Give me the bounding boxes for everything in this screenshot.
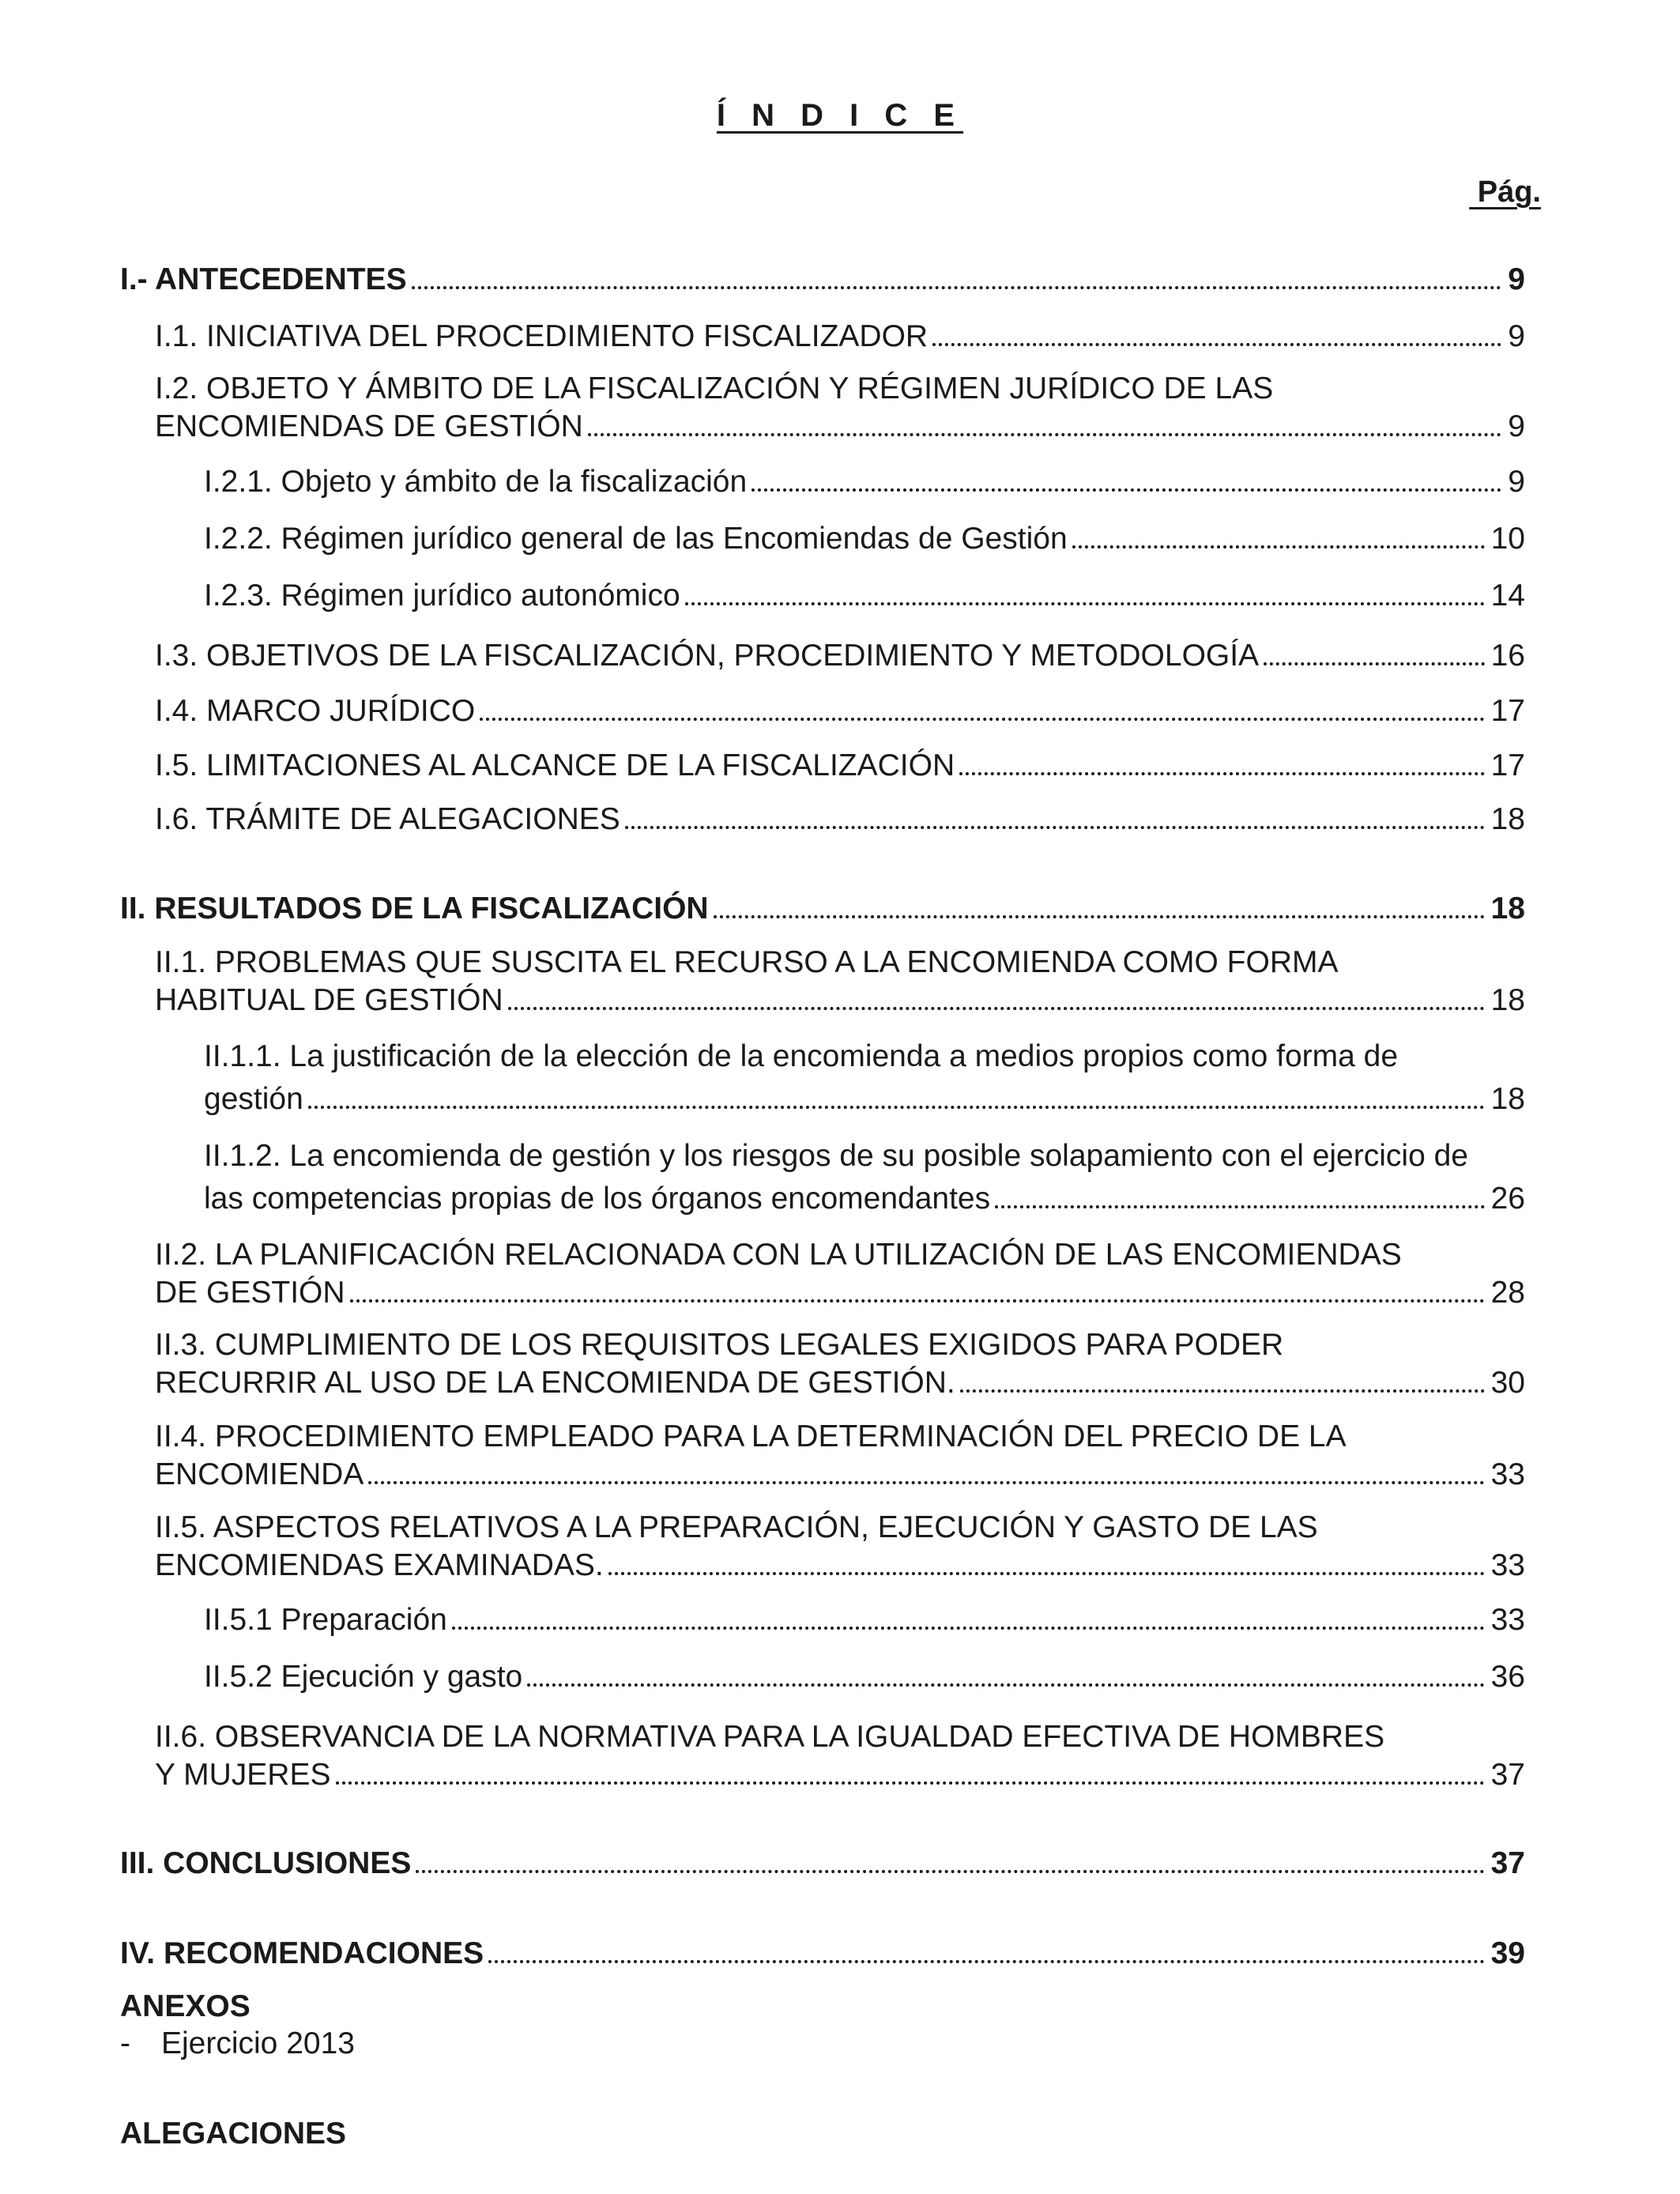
toc-entry-text: ENCOMIENDAS EXAMINADAS. xyxy=(155,1548,604,1582)
toc-entry-page: 9 xyxy=(1508,409,1525,443)
toc-entry-text-line: II.4. PROCEDIMIENTO EMPLEADO PARA LA DETERMINACIÓN DEL PRECIO DE LA xyxy=(155,1419,1347,1453)
toc-entry-page: 39 xyxy=(1490,1936,1525,1970)
toc-entry-text-line: II.1.2. La encomienda de gestión y los riesgos de su posible solapamiento con el ejercicio de xyxy=(204,1139,1468,1173)
toc-entry-text: I.6. TRÁMITE DE ALEGACIONES xyxy=(155,802,620,836)
toc-entry-text: RECURRIR AL USO DE LA ENCOMIENDA DE GESTIÓN. xyxy=(155,1366,955,1400)
dot-leader xyxy=(995,1205,1485,1208)
toc-entry-page: 14 xyxy=(1490,579,1525,613)
toc-entry[interactable] xyxy=(155,1718,1525,1794)
toc-entry[interactable] xyxy=(155,747,1525,785)
toc-entry[interactable] xyxy=(155,692,1525,730)
anexos-heading: ANEXOS xyxy=(120,1989,250,2023)
toc-entry-page: 33 xyxy=(1490,1603,1525,1637)
toc-entry-text: IV. RECOMENDACIONES xyxy=(120,1936,484,1970)
toc-entry-page: 10 xyxy=(1490,522,1525,556)
toc-entry[interactable] xyxy=(155,944,1525,1020)
toc-entry-text-line: II.3. CUMPLIMIENTO DE LOS REQUISITOS LEGALES EXIGIDOS PARA PODER xyxy=(155,1328,1284,1362)
toc-entry-page: 17 xyxy=(1490,748,1525,782)
toc-entry[interactable] xyxy=(120,890,1525,928)
toc-entry[interactable] xyxy=(155,801,1525,839)
toc-entry-text: las competencias propias de los órganos encomendantes xyxy=(204,1182,991,1216)
toc-entry[interactable] xyxy=(155,318,1525,356)
toc-entry-text: DE GESTIÓN xyxy=(155,1276,345,1310)
toc-entry-page: 26 xyxy=(1490,1182,1525,1216)
toc-entry-text-line: II.2. LA PLANIFICACIÓN RELACIONADA CON LA UTILIZACIÓN DE LAS ENCOMIENDAS xyxy=(155,1238,1402,1272)
toc-entry-page: 9 xyxy=(1508,262,1525,296)
toc-entry[interactable] xyxy=(155,1418,1525,1494)
toc-entry-text: ENCOMIENDAS DE GESTIÓN xyxy=(155,409,583,443)
dot-leader xyxy=(960,1389,1485,1393)
toc-entry[interactable] xyxy=(204,1601,1525,1639)
toc-entry-page: 28 xyxy=(1490,1276,1525,1310)
dot-leader xyxy=(588,433,1502,436)
toc-entry[interactable] xyxy=(204,463,1525,501)
toc-entry-text-line: II.5. ASPECTOS RELATIVOS A LA PREPARACIÓN, EJECUCIÓN Y GASTO DE LAS xyxy=(155,1510,1318,1544)
toc-entry-text: I.5. LIMITACIONES AL ALCANCE DE LA FISCALIZACIÓN xyxy=(155,748,955,782)
dot-leader xyxy=(714,915,1485,918)
dot-leader xyxy=(452,1627,1485,1630)
dot-leader xyxy=(488,1960,1484,1963)
toc-entry-page: 30 xyxy=(1490,1366,1525,1400)
toc-entry-text: I.4. MARCO JURÍDICO xyxy=(155,694,476,728)
page-column-label: Pág. xyxy=(1469,175,1541,209)
toc-entry-text: I.2.3. Régimen jurídico autonómico xyxy=(204,579,680,613)
toc-entry-text: ENCOMIENDA xyxy=(155,1457,364,1491)
dot-leader xyxy=(959,772,1484,775)
toc-entry-text: gestión xyxy=(204,1082,303,1116)
anexos-item[interactable] xyxy=(120,2025,355,2063)
toc-entry-text: I.- ANTECEDENTES xyxy=(120,262,407,296)
toc-entry-page: 16 xyxy=(1490,639,1525,673)
toc-entry[interactable] xyxy=(155,1236,1525,1312)
toc-entry-page: 33 xyxy=(1490,1548,1525,1582)
dot-leader xyxy=(336,1781,1485,1785)
toc-entry-text: HABITUAL DE GESTIÓN xyxy=(155,983,503,1017)
toc-entry-page: 18 xyxy=(1490,892,1525,925)
toc-entry-text: Y MUJERES xyxy=(155,1758,331,1792)
toc-entry[interactable] xyxy=(155,1509,1525,1585)
toc-entry[interactable] xyxy=(155,1326,1525,1402)
dot-leader xyxy=(508,1007,1485,1010)
toc-entry-text: III. CONCLUSIONES xyxy=(120,1846,412,1880)
dot-leader xyxy=(932,343,1501,346)
dot-leader xyxy=(625,826,1485,829)
toc-entry[interactable] xyxy=(120,1935,1525,1973)
toc-entry-text-line: II.1. PROBLEMAS QUE SUSCITA EL RECURSO A LA ENCOMIENDA COMO FORMA xyxy=(155,945,1339,979)
toc-entry-page: 37 xyxy=(1490,1846,1525,1880)
toc-entry[interactable] xyxy=(204,577,1525,615)
toc-entry[interactable] xyxy=(155,637,1525,675)
toc-entry[interactable] xyxy=(204,520,1525,558)
toc-entry[interactable] xyxy=(155,370,1525,446)
dot-leader xyxy=(412,286,1502,289)
dot-leader xyxy=(608,1572,1485,1575)
toc-entry-page: 9 xyxy=(1508,465,1525,499)
toc-entry-page: 18 xyxy=(1490,1082,1525,1116)
dot-leader xyxy=(751,488,1501,492)
toc-entry-text: I.3. OBJETIVOS DE LA FISCALIZACIÓN, PROCEDIMIENTO Y METODOLOGÍA xyxy=(155,639,1260,673)
dot-leader xyxy=(1264,662,1485,665)
toc-entry-page: 9 xyxy=(1508,319,1525,353)
dot-leader xyxy=(416,1870,1484,1873)
toc-entry-text: II.5.1 Preparación xyxy=(204,1603,447,1637)
anexos-item-text: Ejercicio 2013 xyxy=(161,2026,355,2060)
toc-entry-page: 18 xyxy=(1490,802,1525,836)
toc-entry-text: I.2.1. Objeto y ámbito de la fiscalización xyxy=(204,465,748,499)
toc-entry-text-line: I.2. OBJETO Y ÁMBITO DE LA FISCALIZACIÓN Y RÉGIMEN JURÍDICO DE LAS xyxy=(155,371,1274,405)
toc-entry-page: 18 xyxy=(1490,983,1525,1017)
dot-leader xyxy=(685,602,1485,605)
toc-entry[interactable] xyxy=(120,1845,1525,1883)
dot-leader xyxy=(527,1683,1484,1687)
toc-entry-page: 17 xyxy=(1490,694,1525,728)
toc-entry-text-line: II.1.1. La justificación de la elección de la encomienda a medios propios como forma de xyxy=(204,1039,1399,1073)
dot-leader xyxy=(1072,545,1485,548)
page-title: Í N D I C E xyxy=(716,98,964,133)
toc-entry-text: I.1. INICIATIVA DEL PROCEDIMIENTO FISCALIZADOR xyxy=(155,319,929,353)
toc-entry-page: 36 xyxy=(1490,1660,1525,1694)
toc-entry-text: II. RESULTADOS DE LA FISCALIZACIÓN xyxy=(120,892,709,925)
alegaciones-heading: ALEGACIONES xyxy=(120,2117,347,2151)
toc-entry[interactable] xyxy=(204,1135,1525,1220)
dot-leader xyxy=(480,718,1484,721)
toc-entry[interactable] xyxy=(204,1035,1525,1121)
toc-entry[interactable] xyxy=(120,261,1525,299)
dot-leader xyxy=(368,1481,1484,1484)
dot-leader xyxy=(308,1106,1485,1109)
toc-entry-text: II.5.2 Ejecución y gasto xyxy=(204,1660,523,1694)
list-dash: - xyxy=(120,2026,130,2060)
dot-leader xyxy=(350,1299,1485,1302)
toc-entry-text: I.2.2. Régimen jurídico general de las Encomiendas de Gestión xyxy=(204,522,1068,556)
toc-entry-page: 37 xyxy=(1490,1758,1525,1792)
toc-entry-text-line: II.6. OBSERVANCIA DE LA NORMATIVA PARA LA IGUALDAD EFECTIVA DE HOMBRES xyxy=(155,1720,1385,1754)
toc-entry-page: 33 xyxy=(1490,1457,1525,1491)
toc-entry[interactable] xyxy=(204,1658,1525,1696)
